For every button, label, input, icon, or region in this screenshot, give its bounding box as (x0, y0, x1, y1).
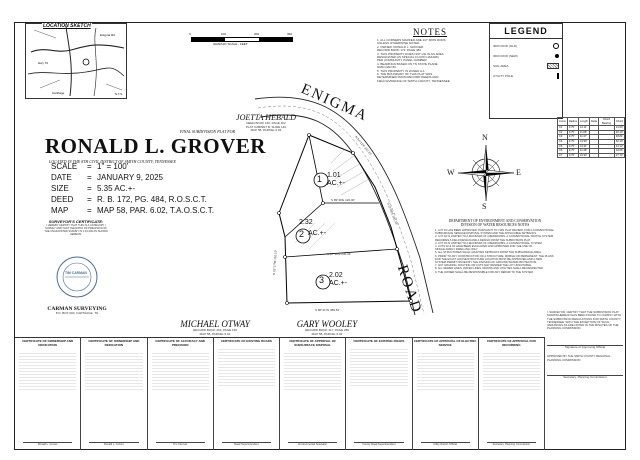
info-row (51, 205, 221, 216)
scale-tick-1: 100 (221, 32, 227, 36)
curve-cell: C1 (558, 126, 568, 131)
curve-cell: 40.10' (615, 130, 623, 134)
note-line: PER COMMUNITY PANEL NUMBER (377, 59, 427, 63)
curve-cell: 11.08' (579, 130, 590, 135)
env-note-line: 6. PRIOR TO ANY CONSTRUCTION OF A STRUCTURE, MOBILE OR PERMANENT, THE PLANS (435, 254, 554, 258)
env-note-line: SYSTEM PERMIT ISSUED BY THE DIVISION OF GROUND WATER PROTECTION. (435, 261, 537, 265)
compass-w: W (447, 168, 455, 177)
env-note-line: 1. LOT 01 HAS BEEN APPROVED, PURSUANT TO THIS PLAT REVIEW, FOR A CONVENTIONAL (435, 229, 554, 232)
scale-tick-0: 0 (189, 32, 191, 36)
surveyor-certificate (43, 219, 109, 236)
graphic-scale (191, 33, 301, 49)
legend-label: SOIL AREA (493, 64, 509, 68)
curve-cell: 0.75' (567, 126, 578, 131)
plat-title-block (45, 129, 266, 164)
legend-row (490, 71, 562, 81)
adjoiner-southwest (165, 319, 265, 336)
planning-approval-block (547, 311, 623, 379)
certificate-title: CERTIFICATE OF EXISTING ROADS (220, 339, 272, 343)
svg-text:Enigma Rd: Enigma Rd (100, 33, 115, 37)
pole-icon (557, 73, 559, 79)
certificates-strip (15, 337, 545, 450)
info-value: 5.35 AC.+- (97, 184, 136, 193)
env-notes-subtitle: DIVISION OF WATER RESOURCES NOTES (460, 223, 530, 227)
note-line: 5. THIS PROPERTY IS ZONED A-1 (377, 69, 425, 73)
env-notes-lines (435, 229, 555, 274)
env-note-line: SUBSURFACE SEWAGE DISPOSAL SYSTEM AND THE APPLICABLE SETBACKS. (435, 232, 537, 236)
certificate-box (214, 338, 280, 450)
plat-owner: RONALD L. GROVER (45, 134, 266, 158)
env-note-line: 8. ALL SEWER LINES, WATER LINES, DRAINS AND UTILITIES SHALL BE RESPECTED. (435, 267, 544, 271)
legend-row (490, 51, 562, 61)
planning-sig3: Secretary, Planning Commission (563, 374, 607, 379)
lot-number: 3 (319, 275, 325, 285)
env-notes (435, 219, 555, 274)
curve-cell: C3 (558, 135, 568, 140)
certificate-signature: County Road Superintendent (354, 442, 403, 446)
plat-kicker: FINAL SUBDIVISION PLAT FOR (179, 129, 235, 134)
info-key: DEED (51, 195, 74, 204)
surveyor-seal (55, 255, 99, 299)
info-value: JANUARY 9, 2025 (97, 173, 163, 182)
certificate-signature: Ronald L. Grover (89, 442, 138, 446)
info-key: SIZE (51, 184, 69, 193)
curve-header: Radius (567, 118, 578, 126)
info-separator: = (87, 173, 92, 182)
curve-cell: 11.48' (579, 149, 590, 154)
road-name-road: ROAD (393, 263, 425, 316)
compass-s: S (482, 202, 487, 211)
certificate-body (218, 347, 275, 387)
legend-row (490, 41, 562, 51)
planning-sig1: Signature of Approving Official (564, 344, 606, 349)
info-separator: = (87, 162, 92, 171)
location-sketch (25, 23, 127, 99)
svg-text:S 89°40'E 120.00': S 89°40'E 120.00' (331, 198, 355, 202)
certificate-title: CERTIFICATE OF OWNERSHIP AND DEDICATION (22, 339, 74, 347)
curve-cell (599, 153, 615, 158)
curve-cell: 44.12' (615, 144, 623, 148)
adjoiner-ref1: DEED BOOK 150, PAGE 102 (246, 121, 286, 125)
surveying-firm (39, 306, 115, 316)
env-note-line: 5. ALL STRUCTURES SHALL MAINTAIN SETBACKS FROM THE SUBSURFACE AREA. (435, 251, 542, 255)
note-line: DESIGNATED AS SPECIAL FLOOD HAZARD (377, 56, 439, 60)
surveyor-cert-title: SURVEYOR'S CERTIFICATE: (48, 219, 104, 224)
compass-rose (451, 131, 521, 211)
svg-text:N 54°12'E 210.33': N 54°12'E 210.33' (354, 135, 373, 157)
info-row (51, 172, 221, 183)
curve-cell (589, 153, 598, 158)
note-line: RECORD BOOK 172, PAGE 484 (377, 49, 421, 53)
svg-text:N 02°17'W 152.10': N 02°17'W 152.10' (272, 249, 278, 276)
planning-text2: APPROVED BY THE SMITH COUNTY REGIONAL PLANNING COMMISSION (547, 354, 611, 362)
certificate-signature: Tim Carman (156, 442, 205, 446)
env-note-line: REQUIRES A FIELD DESIGN AND A DESIGN FROM THE SUBDIVISION PLAT. (435, 238, 531, 242)
scale-tick-3: 300 (287, 32, 293, 36)
legend (489, 23, 563, 119)
curve-cell: 12.31' (579, 144, 590, 149)
certificate-box (280, 338, 346, 450)
info-row (51, 161, 221, 172)
env-note-line: 9. THE OWNER SHALL BE RESPONSIBLE FOR ANY REPAIR TO THE SYSTEM. (435, 270, 534, 274)
info-value: MAP 58, PAR. 6.02, T.A.O.S.C.T. (97, 206, 214, 215)
adjoiner-name: GARY WOOLEY (296, 319, 358, 329)
sketch-title: LOCATION SKETCH (43, 23, 91, 29)
curve-cell: 48.81' (615, 135, 623, 139)
surveyor-cert-text: I HEREBY CERTIFY THAT THIS IS A CATEGORY I SURVEY AND THAT THE RATIO OF PRECISION OF THE UNADJUSTED SURVEY IS 1:10,000 AS SHOWN HEREON. (44, 224, 108, 236)
curve-row (558, 153, 625, 158)
curve-header: Chord (614, 118, 624, 126)
lot-area: 2.32 (299, 219, 313, 226)
env-note-line: SINGLE-FAMILY DWELLING ONLY. (435, 248, 479, 252)
certificate-box (15, 338, 81, 450)
svg-text:S 22°08'E 160.18': S 22°08'E 160.18' (386, 201, 399, 226)
env-note-line: 2. LOT 02 IS LIMITED TO A MAXIMUM OF 4 BEDROOMS, A CONVENTIONAL SWITCH SYSTEM. (435, 235, 554, 239)
note-line: FIELD EVIDENCE OF SMITH COUNTY, TENNESSEE (377, 79, 450, 83)
adjoiner-name: JOETTA HEBALD (236, 113, 296, 122)
compass-e: E (516, 168, 521, 177)
certificate-signature: Environmental Specialist (288, 442, 337, 446)
adjoiner-ref1: RECORD BOOK 263, PAGE 139 (193, 328, 237, 332)
info-value: 1" = 100' (97, 162, 129, 171)
svg-text:Hwy 70: Hwy 70 (38, 61, 49, 65)
certificate-title: CERTIFICATE OF ACCURACY AND PRECISION (155, 339, 205, 347)
certificate-title: CERTIFICATE OF EXISTING ROADS (353, 339, 405, 343)
certificate-box (81, 338, 147, 450)
certificate-box (479, 338, 545, 450)
legend-label: IRON ROD (OLD) (493, 44, 517, 48)
info-separator: = (87, 206, 92, 215)
env-note-line: 3. LOT 03 IS LIMITED TO A MAXIMUM OF 4 BEDROOMS, A CONVENTIONAL SYSTEM. (435, 241, 543, 245)
curve-cell: C2 (558, 130, 568, 135)
curve-cell: C4 (558, 139, 568, 144)
plat-info (51, 161, 221, 216)
curve-cell: 21.50' (615, 126, 623, 130)
certificate-body (350, 347, 407, 387)
adjoiner-ref2: PLAT CABINET B, SLIDE 146 (245, 124, 287, 129)
curve-cell: 10.93' (579, 153, 590, 158)
plat-location: LOCATED IN THE 8TH CIVIL DISTRICT OF SMITH COUNTY, TENNESSEE (49, 159, 176, 164)
seal-icon (55, 255, 99, 299)
note-line: UNLESS OTHERWISE NOTED. (377, 42, 421, 46)
certificate-box (413, 338, 479, 450)
curve-cell: 11.37' (579, 135, 590, 140)
legend-row (490, 61, 562, 71)
lot-unit: AC.+- (327, 180, 346, 187)
compass-n: N (482, 133, 488, 142)
info-key: DATE (51, 173, 72, 182)
certificate-body (19, 351, 76, 391)
curve-header: Chord Bearing (599, 118, 615, 126)
info-row (51, 194, 221, 205)
svg-text:N 87°12'E 230.44': N 87°12'E 230.44' (327, 252, 352, 256)
certificate-box (346, 338, 412, 450)
info-separator: = (87, 195, 92, 204)
curve-header: Delta (589, 118, 598, 126)
legend-title: LEGEND (504, 26, 548, 36)
certificate-title: CERTIFICATE OF APPROVAL OF ELECTRIC SERVICE (413, 339, 477, 347)
firm-name: CARMAN SURVEYING (47, 306, 107, 312)
certificate-signature: Secretary, Planning Commission (487, 442, 536, 446)
certificate-title: CERTIFICATE OF OWNERSHIP AND DEDICATION (88, 339, 140, 347)
note-line: 1. ALL CORNERS MARKED ARE 1/2" IRON RODS (377, 39, 446, 42)
curve-cell: 0.75' (567, 135, 578, 140)
curve-cell: C7 (558, 153, 568, 158)
curve-cell: C5 (558, 144, 568, 149)
certificate-signature: Ronald L. Grover (23, 442, 72, 446)
curve-header: Length (579, 118, 590, 126)
sketch-map (26, 24, 126, 98)
seal-name: TIM CARMAN (65, 271, 87, 275)
note-line: 3. THIS PROPERTY DOES NOT LIE IN AN AREA (377, 52, 444, 56)
sketch-scale: N.T.S. (114, 92, 123, 96)
adjoiner-name: MICHAEL OTWAY (180, 319, 250, 329)
north-arrow (447, 131, 521, 211)
info-key: MAP (51, 206, 69, 215)
scale-caption: GRAPHIC SCALE - FEET (213, 42, 248, 46)
adjoiner-ref1: RECORD BOOK 417, PAGE 289 (305, 328, 349, 332)
env-notes-title: DEPARTMENT OF ENVIRONMENT AND CONSERVATION (448, 219, 542, 223)
info-row (51, 183, 221, 194)
note-line: 6. THE BOUNDARY OF THIS PLAT WAS (377, 73, 433, 77)
circle-icon (553, 43, 559, 49)
certificate-body (417, 351, 474, 391)
curve-cell: 0.75' (567, 144, 578, 149)
lot-number: 1 (317, 174, 323, 184)
env-note-line: 7. ANY GRADING, ROUTING OR CUTS MAY RENDER THE LOT UNSUITABLE. (435, 264, 532, 268)
curve-header: Curve (558, 118, 568, 126)
scale-tick-2: 200 (254, 32, 260, 36)
lot-number: 2 (299, 229, 305, 239)
curve-cell: C6 (558, 149, 568, 154)
legend-label: IRON ROD (NEW) (493, 54, 518, 58)
adjoiner-ref2: MAP 58, PARCEL 6.02 (311, 331, 343, 336)
adjoiner-ref2: MAP 58, PARCEL 6.01 (199, 331, 231, 336)
certificate-box (148, 338, 214, 450)
certificate-body (85, 351, 142, 391)
adjoiner-southeast (277, 319, 377, 336)
certificate-body (152, 351, 209, 391)
note-line: 4. BEARINGS BASED ON TN STATE PLANE (377, 62, 438, 66)
plat-sheet (14, 22, 626, 450)
certificate-body (284, 351, 341, 391)
certificate-body (483, 351, 540, 391)
info-key: SCALE (51, 162, 78, 171)
lot-area: 1.01 (327, 172, 341, 179)
curve-cell: 0.75' (567, 149, 578, 154)
curve-cell: 0.75' (567, 153, 578, 158)
curve-cell: 27.70' (615, 153, 623, 157)
legend-label: UTILITY POLE (493, 74, 513, 78)
hatch-icon (547, 63, 559, 69)
notes-title: NOTES (413, 27, 447, 37)
note-line: 2. OWNER: RONALD L. GROVER (377, 45, 424, 49)
certificate-signature: Utility District Official (421, 442, 470, 446)
note-line: GRID NAD 83. (377, 66, 397, 70)
certificate-title: CERTIFICATE OF APPROVAL OF SUBSURFACE DISPOSAL (289, 339, 336, 347)
note-line: DETERMINED FROM RECORD DEEDS AND (377, 76, 439, 80)
curve-cell: 0.75' (567, 139, 578, 144)
road-name-enigma: ENIGMA (298, 81, 371, 125)
curve-cell: 52.10' (615, 139, 623, 143)
curve-table (557, 117, 625, 158)
curve-cell: 12.11' (579, 126, 590, 131)
svg-text:S 86°41'W 389.52': S 86°41'W 389.52' (315, 308, 340, 312)
lot-unit: AC.+- (308, 230, 327, 237)
curve-cell: 12.90' (579, 139, 590, 144)
info-value: R. B. 172, PG. 484, R.O.S.C.T. (97, 195, 207, 204)
circle-filled-icon (555, 54, 559, 58)
info-separator: = (87, 184, 92, 193)
env-note-line: FOR THE EXACT HOUSE/STRUCTURE LOCATION MUST BE APPROVED AND A NEW (435, 257, 543, 261)
lot-area: 2.02 (329, 272, 343, 279)
adjoiner-ref3: MAP 58, PARCEL 6.03 (250, 128, 282, 133)
curve-cell: 0.75' (567, 130, 578, 135)
firm-address: P.O. BOX 000, CARTHAGE, TN (55, 311, 99, 315)
certificate-signature: Road Superintendent (222, 442, 271, 446)
lot-unit: AC.+- (329, 280, 348, 287)
curve-cell: 34.06' (615, 149, 623, 153)
planning-text: I, SURVEYOR, CERTIFY THAT THE SUBDIVISION PLAT SHOWN HEREON HAS BEEN FOUND TO COMPLY WITH THE SUBDIVISION REGULATIONS FOR SMITH COUNTY, TENNESSEE, WITH THE EXCEPTION OF SUCH VARIANCES AS ARE NOTED IN THE MINUTES OF THE PLANNING COMMISSION. (547, 310, 622, 331)
certificate-title: CERTIFICATE OF APPROVAL FOR RECORDING (486, 339, 536, 347)
svg-text:Carthage: Carthage (52, 91, 65, 95)
legend-rows (490, 41, 562, 81)
env-note-line: 4. LOTS 02 & 03 HAVE BEEN EVALUATED AND APPROVED FOR THE USE OF (435, 245, 533, 249)
